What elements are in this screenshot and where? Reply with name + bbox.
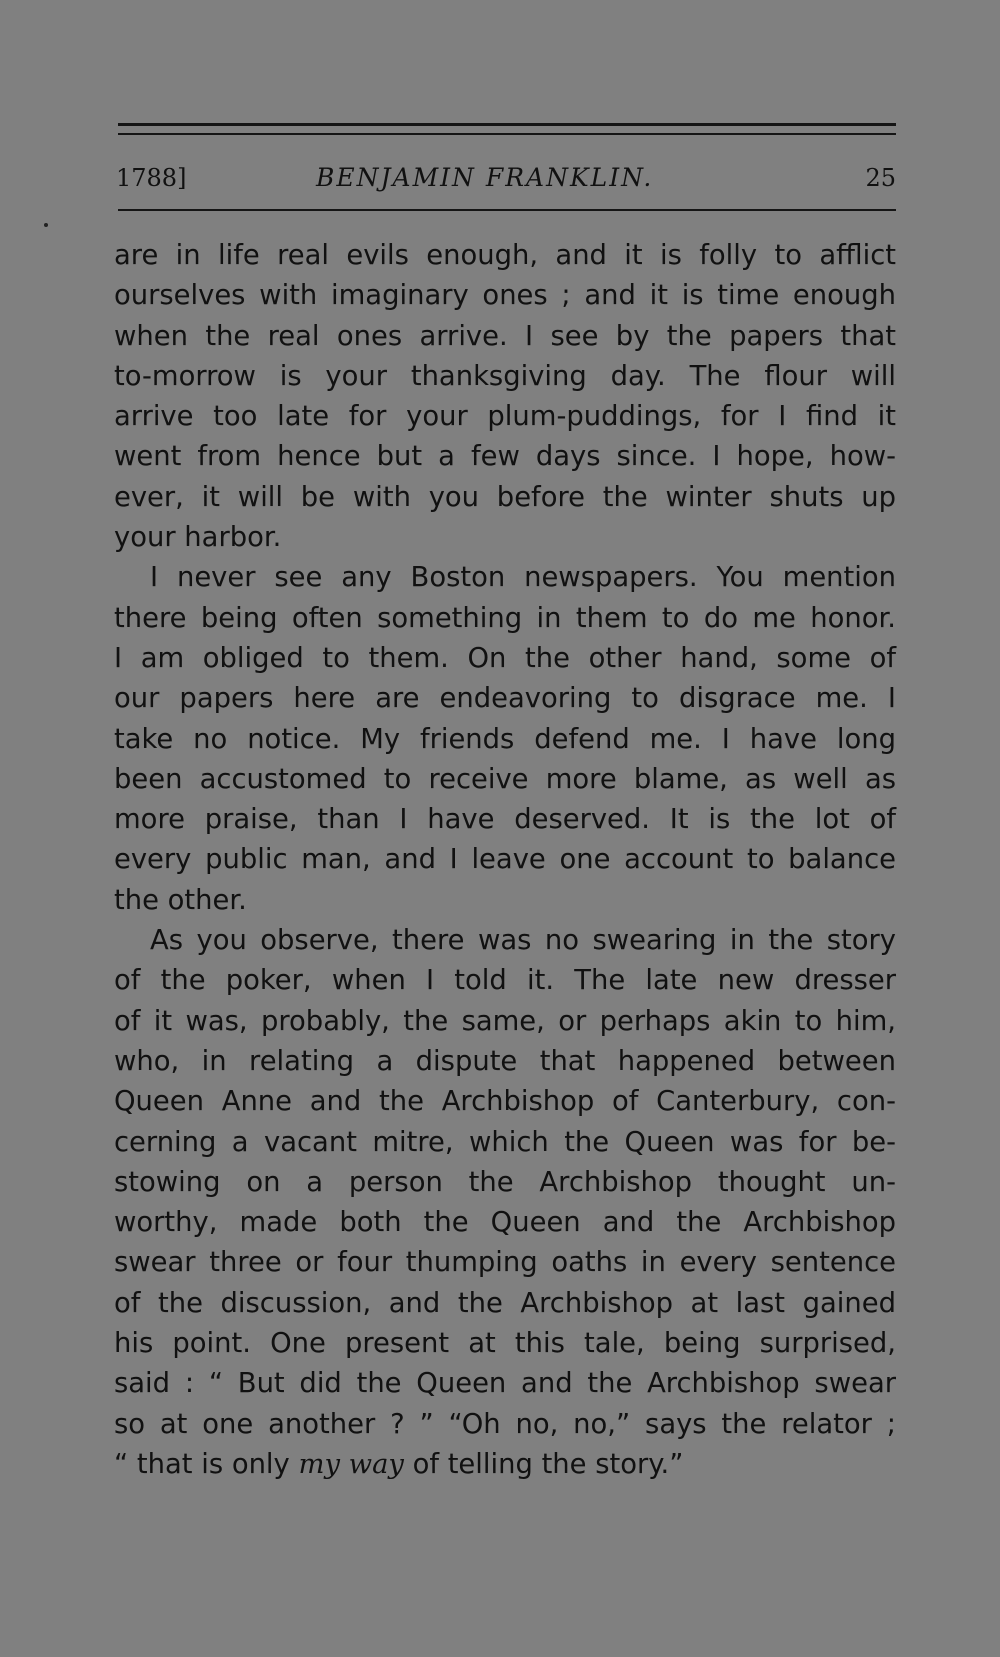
text-line: the other. bbox=[114, 884, 247, 916]
text-line: there being often something in them to do me honor. bbox=[114, 602, 896, 634]
text-line: Queen Anne and the Archbishop of Canterbury, con- bbox=[114, 1086, 896, 1118]
text-line: worthy, made both the Queen and the Archbishop bbox=[114, 1207, 896, 1239]
text-line: I am obliged to them. On the other hand, some of bbox=[114, 642, 896, 674]
page-number: 25 bbox=[865, 164, 896, 192]
text-line: his point. One present at this tale, being surprised, bbox=[114, 1328, 896, 1360]
running-header bbox=[116, 158, 896, 198]
header-title: BENJAMIN FRANKLIN. bbox=[316, 163, 654, 192]
text-line: swear three or four thumping oaths in every sentence bbox=[114, 1247, 896, 1279]
header-rule-top-thin bbox=[118, 133, 896, 135]
print-speck bbox=[44, 223, 48, 227]
paragraph-1 bbox=[114, 236, 896, 558]
text-line: As you observe, there was no swearing in the story bbox=[150, 925, 896, 957]
text-line: cerning a vacant mitre, which the Queen was for be- bbox=[114, 1126, 896, 1158]
text-line: stowing on a person the Archbishop thought un- bbox=[114, 1166, 896, 1198]
paragraph-3 bbox=[114, 921, 896, 1485]
final-line-italic: my way bbox=[298, 1448, 404, 1480]
final-line-start: “ that is only bbox=[114, 1448, 299, 1480]
text-line: of the discussion, and the Archbishop at last gained bbox=[114, 1287, 896, 1319]
text-line: take no notice. My friends defend me. I have long bbox=[114, 723, 896, 755]
text-line: of the poker, when I told it. The late new dresser bbox=[114, 965, 896, 997]
paragraph-2 bbox=[114, 558, 896, 921]
final-line-end: of telling the story.” bbox=[403, 1448, 684, 1480]
text-line: your harbor. bbox=[114, 522, 282, 554]
header-rule-bottom bbox=[118, 209, 896, 211]
text-line: every public man, and I leave one account to balance bbox=[114, 844, 896, 876]
header-year: 1788] bbox=[116, 164, 187, 192]
text-line: to-morrow is your thanksgiving day. The flour will bbox=[114, 360, 896, 392]
text-line: ever, it will be with you before the winter shuts up bbox=[114, 481, 896, 513]
text-line: ourselves with imaginary ones ; and it is time enough bbox=[114, 280, 896, 312]
text-line: went from hence but a few days since. I hope, how- bbox=[114, 441, 896, 473]
text-line: are in life real evils enough, and it is folly to afflict bbox=[114, 240, 896, 271]
text-line: more praise, than I have deserved. It is the lot of bbox=[114, 804, 896, 836]
body-text bbox=[114, 236, 896, 1485]
text-line: arrive too late for your plum-puddings, for I find it bbox=[114, 401, 896, 433]
text-line: said : “ But did the Queen and the Archbishop swear bbox=[114, 1368, 896, 1400]
text-line: our papers here are endeavoring to disgrace me. I bbox=[114, 683, 896, 715]
text-line: when the real ones arrive. I see by the papers that bbox=[114, 320, 896, 352]
text-line-final bbox=[114, 1445, 896, 1485]
text-line: I never see any Boston newspapers. You mention bbox=[150, 562, 896, 594]
header-rule-top bbox=[118, 123, 896, 126]
text-line: of it was, probably, the same, or perhaps akin to him, bbox=[114, 1005, 896, 1037]
text-line: who, in relating a dispute that happened between bbox=[114, 1045, 896, 1077]
text-line: so at one another ? ” “Oh no, no,” says the relator ; bbox=[114, 1408, 896, 1440]
text-line: been accustomed to receive more blame, as well as bbox=[114, 763, 896, 795]
